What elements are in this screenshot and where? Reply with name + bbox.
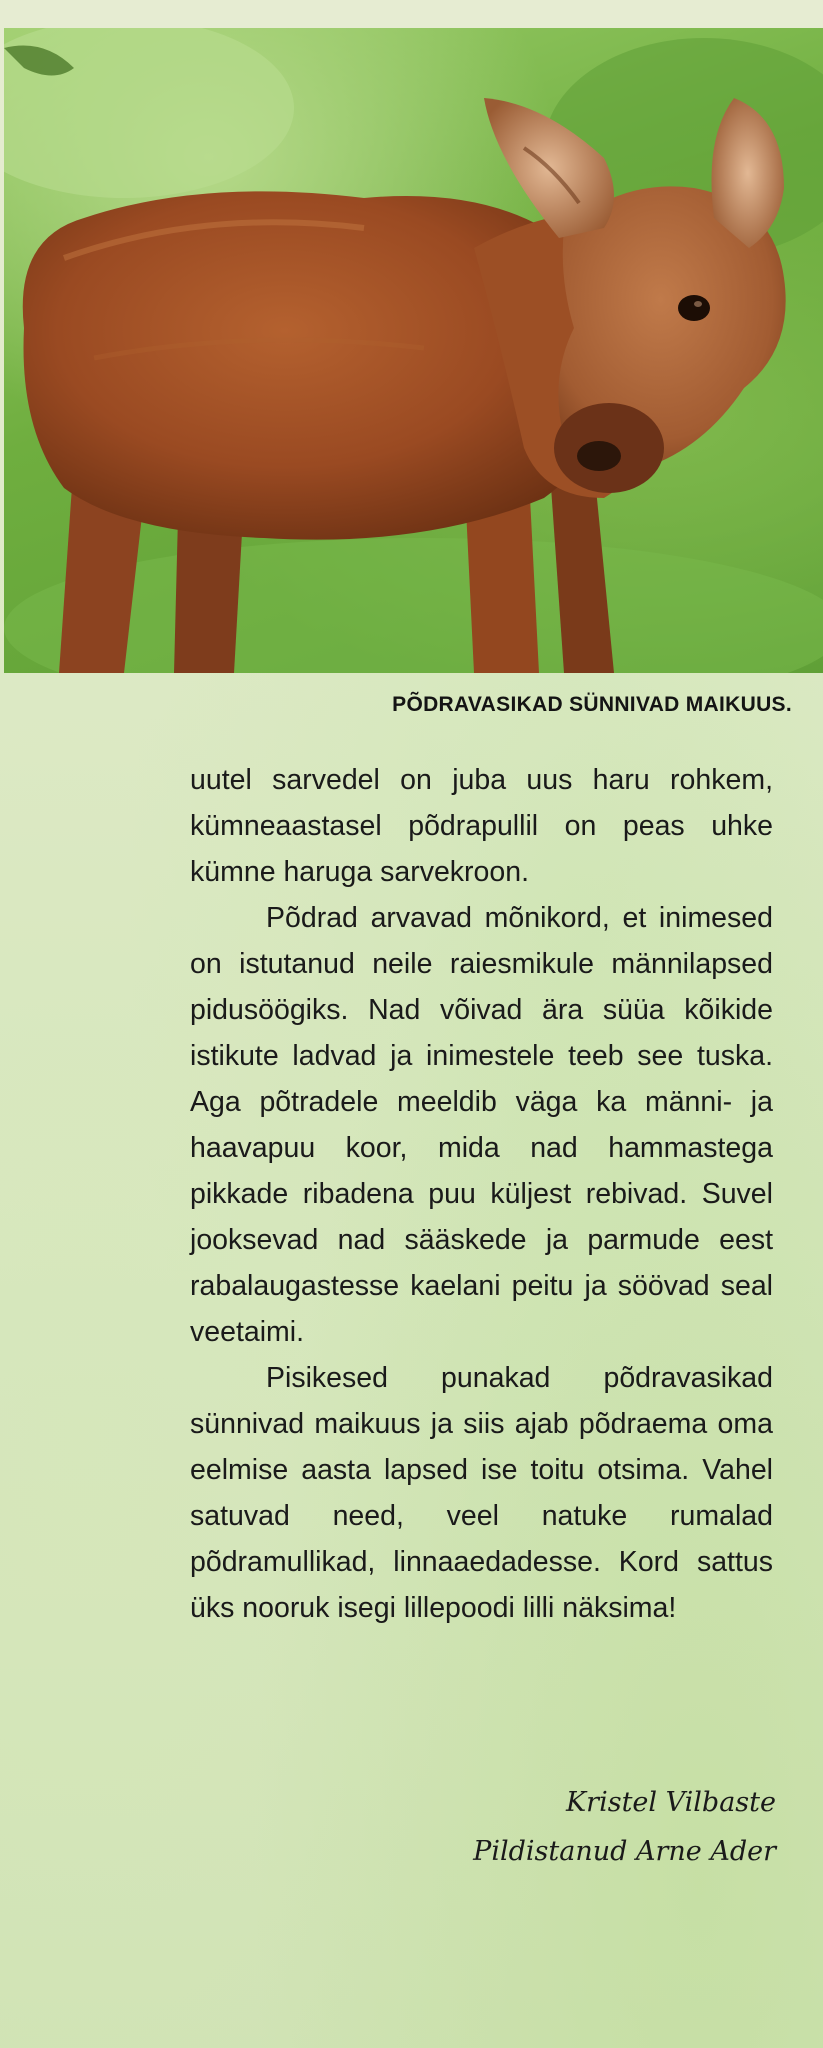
credits xyxy=(0,1778,776,1876)
photographer-credit: Pildistanud Arne Ader xyxy=(473,1836,776,1867)
paragraph-1: uutel sarvedel on juba uus haru rohkem, kümneaastasel põdrapullil on peas uhke kümne haruga sarvekroon. xyxy=(190,764,773,888)
author-signature: Kristel Vilbaste xyxy=(566,1787,776,1818)
photo-caption: PÕDRAVASIKAD SÜNNIVAD MAIKUUS. xyxy=(392,693,792,716)
paragraph-2: Põdrad arvavad mõnikord, et inimesed on istutanud neile raiesmikule männilapsed pidusöögiks. Nad võivad ära süüa kõikide istikute ladvad ja inimestele teeb see tuska. Aga põtradele meeldib väga ka männi- ja haavapuu koor, mida nad hammastega pikkade ribadena puu küljest rebivad. Suvel jooksevad nad sääskede ja parmude eest rabalaugastesse kaelani peitu ja söövad seal veetaimi. xyxy=(190,902,773,1348)
article-body xyxy=(190,757,773,1631)
paragraph-3: Pisikesed punakad põdravasikad sünnivad maikuus ja siis ajab põdraema oma eelmise aasta lapsed ise toitu otsima. Vahel satuvad need, veel natuke rumalad põdramullikad, linnaaedadesse. Kord sattus üks nooruk isegi lillepoodi lilli näksima! xyxy=(190,1362,773,1624)
moose-calf-icon xyxy=(4,28,823,673)
moose-calf-photo xyxy=(4,28,823,673)
